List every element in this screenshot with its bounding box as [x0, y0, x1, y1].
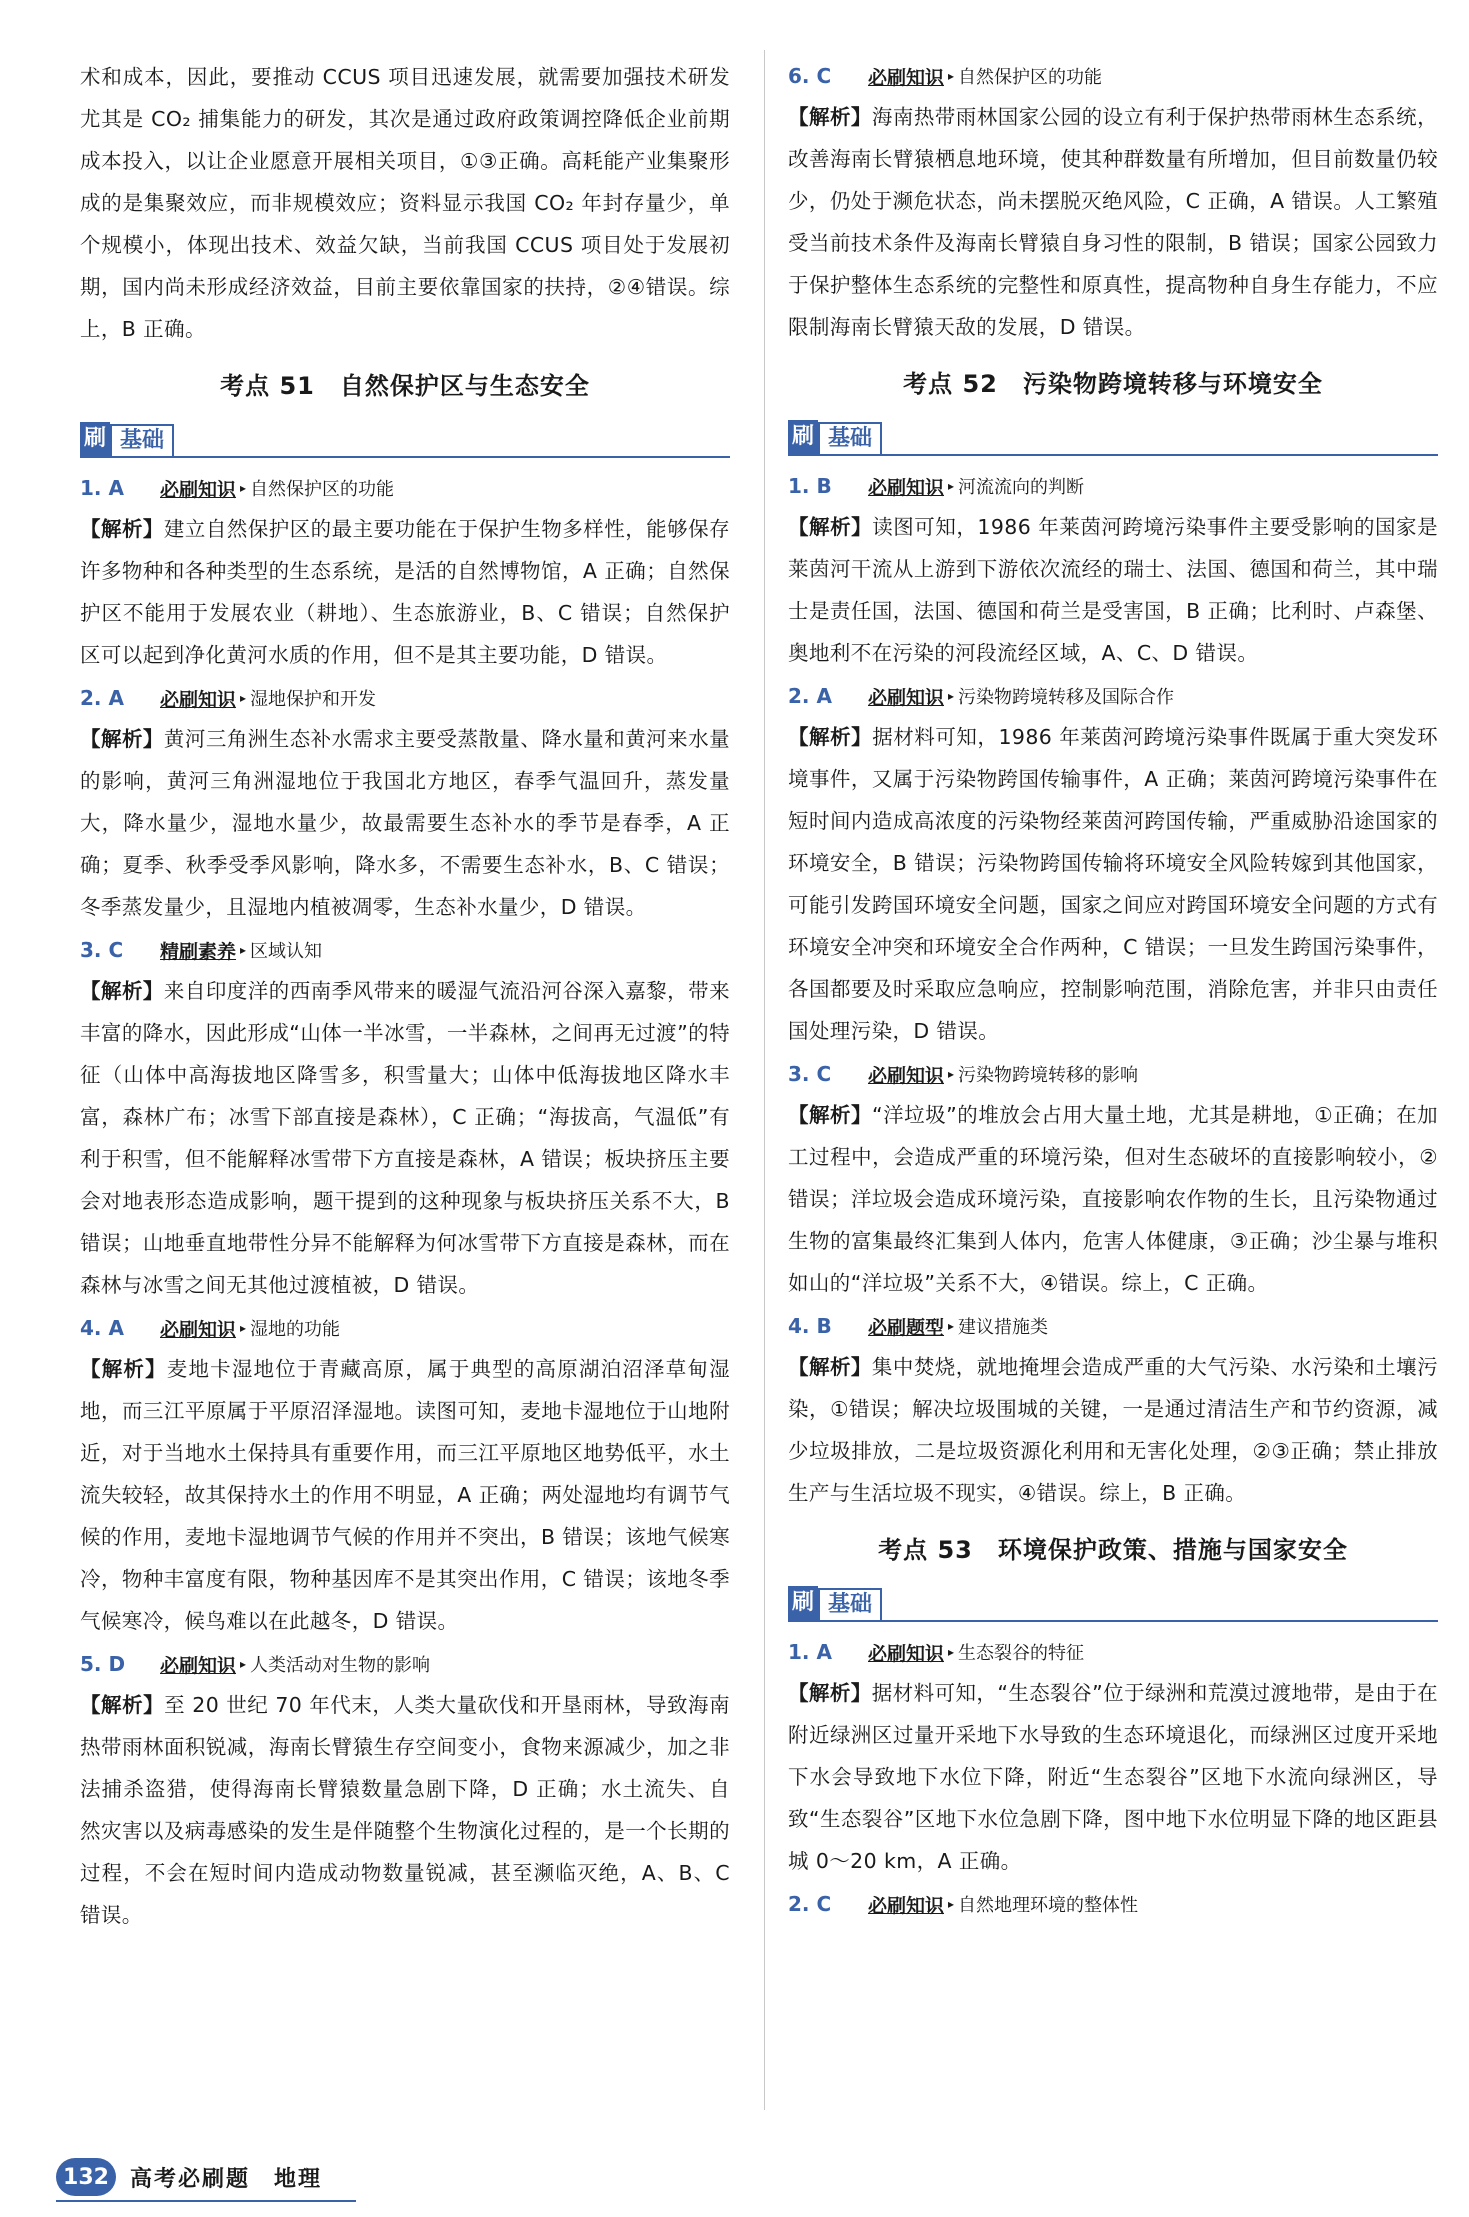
knowledge-topic: 污染物跨境转移及国际合作 — [958, 687, 1175, 708]
badge-brush: 刷 — [788, 1586, 818, 1620]
knowledge-label: 必刷知识 — [868, 1064, 945, 1087]
section-52-title: 考点 52 污染物跨境转移与环境安全 — [903, 370, 1323, 398]
question-52-4 — [788, 1306, 1438, 1514]
knowledge-label: 必刷知识 — [160, 1654, 237, 1677]
knowledge-label: 精刷素养 — [160, 940, 237, 963]
question-5 — [80, 1644, 730, 1936]
knowledge-topic: 区域认知 — [250, 941, 323, 962]
badge-brush: 刷 — [80, 422, 110, 456]
triangle-icon: ▸ — [240, 691, 247, 705]
column-divider — [764, 50, 765, 2110]
badge-brush: 刷 — [788, 420, 818, 454]
analysis-tag: 【解析】 — [80, 517, 164, 541]
knowledge-topic: 自然地理环境的整体性 — [958, 1895, 1139, 1916]
triangle-icon: ▸ — [948, 1897, 955, 1911]
knowledge-label: 必刷知识 — [868, 1894, 945, 1917]
knowledge-label: 必刷知识 — [868, 66, 945, 89]
analysis-tag: 【解析】 — [788, 105, 872, 129]
knowledge-topic: 人类活动对生物的影响 — [250, 1655, 431, 1676]
question-52-2 — [788, 676, 1438, 1052]
knowledge-label: 必刷知识 — [160, 1318, 237, 1341]
knowledge-topic: 自然保护区的功能 — [250, 479, 395, 500]
knowledge-label: 必刷知识 — [160, 688, 237, 711]
question-number: 2. A — [80, 686, 124, 710]
knowledge-topic: 湿地保护和开发 — [250, 689, 377, 710]
page-footer — [56, 2158, 322, 2196]
knowledge-label: 必刷题型 — [868, 1316, 945, 1339]
badge-basic: 基础 — [818, 1588, 882, 1620]
knowledge-label: 必刷知识 — [868, 476, 945, 499]
knowledge-label: 必刷知识 — [868, 686, 945, 709]
triangle-icon: ▸ — [240, 943, 247, 957]
triangle-icon: ▸ — [240, 481, 247, 495]
question-number: 2. A — [788, 684, 832, 708]
analysis-text: 黄河三角洲生态补水需求主要受蒸散量、降水量和黄河来水量的影响，黄河三角洲湿地位于我国北方地区，春季气温回升，蒸发量大，降水量少，湿地水量少，故最需要生态补水的季节是春季，A 正确；夏季、秋季受季风影响，降水多，不需要生态补水，B、C 错误；冬季蒸发量少，且湿地内植被凋零，生态补水量少，D 错误。 — [80, 727, 730, 919]
question-number: 4. A — [80, 1316, 124, 1340]
question-number: 4. B — [788, 1314, 832, 1338]
badge-basic: 基础 — [818, 422, 882, 454]
question-52-1 — [788, 466, 1438, 674]
triangle-icon: ▸ — [948, 689, 955, 703]
question-2 — [80, 678, 730, 928]
knowledge-topic: 河流流向的判断 — [958, 477, 1085, 498]
analysis-tag: 【解析】 — [788, 725, 873, 749]
analysis-text: 据材料可知，“生态裂谷”位于绿洲和荒漠过渡地带，是由于在附近绿洲区过量开采地下水导致的生态环境退化，而绿洲区过度开采地下水会导致地下水位下降，附近“生态裂谷”区地下水流向绿洲区，导致“生态裂谷”区地下水位急剧下降，图中地下水位明显下降的地区距县城 0～20 km，A 正确。 — [788, 1681, 1438, 1873]
analysis-text: 建立自然保护区的最主要功能在于保护生物多样性，能够保存许多物种和各种类型的生态系统，是活的自然博物馆，A 正确；自然保护区不能用于发展农业（耕地）、生态旅游业，B、C 错误；自然保护区可以起到净化黄河水质的作用，但不是其主要功能，D 错误。 — [80, 517, 730, 667]
knowledge-topic: 湿地的功能 — [250, 1319, 341, 1340]
question-number: 6. C — [788, 64, 832, 88]
question-number: 1. A — [788, 1640, 832, 1664]
question-4 — [80, 1308, 730, 1642]
analysis-tag: 【解析】 — [788, 515, 873, 539]
knowledge-topic: 建议措施类 — [958, 1317, 1049, 1338]
analysis-text: “洋垃圾”的堆放会占用大量土地，尤其是耕地，①正确；在加工过程中，会造成严重的环境污染，但对生态破坏的直接影响较小，②错误；洋垃圾会造成环境污染，直接影响农作物的生长，且污染物通过生物的富集最终汇集到人体内，危害人体健康，③正确；沙尘暴与堆积如山的“洋垃圾”关系不大，④错误。综上，C 正确。 — [788, 1103, 1438, 1295]
question-number: 1. A — [80, 476, 124, 500]
question-52-3 — [788, 1054, 1438, 1304]
question-1 — [80, 468, 730, 676]
analysis-text: 至 20 世纪 70 年代末，人类大量砍伐和开垦雨林，导致海南热带雨林面积锐减，海南长臂猿生存空间变小，食物来源减少，加之非法捕杀盗猎，使得海南长臂猿数量急剧下降，D 正确；水土流失、自然灾害以及病毒感染的发生是伴随整个生物演化过程的，是一个长期的过程，不会在短时间内造成动物数量锐减，甚至濒临灭绝，A、B、C 错误。 — [80, 1693, 730, 1927]
question-number: 3. C — [80, 938, 124, 962]
question-number: 3. C — [788, 1062, 832, 1086]
triangle-icon: ▸ — [240, 1657, 247, 1671]
question-number: 2. C — [788, 1892, 832, 1916]
analysis-tag: 【解析】 — [788, 1103, 872, 1127]
analysis-text: 集中焚烧，就地掩埋会造成严重的大气污染、水污染和土壤污染，①错误；解决垃圾围城的关键，一是通过清洁生产和节约资源，减少垃圾排放，二是垃圾资源化利用和无害化处理，②③正确；禁止排放生产与生活垃圾不现实，④错误。综上，B 正确。 — [788, 1355, 1438, 1505]
triangle-icon: ▸ — [948, 1319, 955, 1333]
footer-rule — [56, 2200, 356, 2202]
analysis-text: 来自印度洋的西南季风带来的暖湿气流沿河谷深入嘉黎，带来丰富的降水，因此形成“山体一半冰雪，一半森林，之间再无过渡”的特征（山体中高海拔地区降雪多，积雪量大；山体中低海拔地区降水丰富，森林广布；冰雪下部直接是森林），C 正确；“海拔高，气温低”有利于积雪，但不能解释冰雪带下方直接是森林，A 错误；板块挤压主要会对地表形态造成影响，题干提到的这种现象与板块挤压关系不大，B 错误；山地垂直地带性分异不能解释为何冰雪带下方直接是森林，而在森林与冰雪之间无其他过渡植被，D 错误。 — [80, 979, 730, 1297]
basic-badge — [788, 414, 1438, 456]
analysis-text: 海南热带雨林国家公园的设立有利于保护热带雨林生态系统，改善海南长臂猿栖息地环境，使其种群数量有所增加，但目前数量仍较少，仍处于濒危状态，尚未摆脱灭绝风险，C 正确，A 错误。人工繁殖受当前技术条件及海南长臂猿自身习性的限制，B 错误；国家公园致力于保护整体生态系统的完整性和原真性，提高物种自身生存能力，不应限制海南长臂猿天敌的发展，D 错误。 — [788, 105, 1438, 339]
question-6 — [788, 56, 1438, 348]
analysis-tag: 【解析】 — [788, 1681, 872, 1705]
analysis-tag: 【解析】 — [80, 727, 164, 751]
basic-badge — [788, 1580, 1438, 1622]
analysis-text: 麦地卡湿地位于青藏高原，属于典型的高原湖泊沼泽草甸湿地，而三江平原属于平原沼泽湿地。读图可知，麦地卡湿地位于山地附近，对于当地水土保持具有重要作用，而三江平原地区地势低平，水土流失较轻，故其保持水土的作用不明显，A 正确；两处湿地均有调节气候的作用，麦地卡湿地调节气候的作用并不突出，B 错误；该地气候寒冷，物种丰富度有限，物种基因库不是其突出作用，C 错误；该地冬季气候寒冷，候鸟难以在此越冬，D 错误。 — [80, 1357, 730, 1633]
question-53-2 — [788, 1884, 1438, 1924]
question-3 — [80, 930, 730, 1306]
page-number: 132 — [56, 2158, 116, 2196]
section-53-title: 考点 53 环境保护政策、措施与国家安全 — [878, 1536, 1348, 1564]
analysis-text: 读图可知，1986 年莱茵河跨境污染事件主要受影响的国家是莱茵河干流从上游到下游依次流经的瑞士、法国、德国和荷兰，其中瑞士是责任国，法国、德国和荷兰是受害国，B 正确；比利时、卢森堡、奥地利不在污染的河段流经区域，A、C、D 错误。 — [788, 515, 1438, 665]
triangle-icon: ▸ — [240, 1321, 247, 1335]
book-title: 高考必刷题 地理 — [130, 2166, 323, 2192]
triangle-icon: ▸ — [948, 479, 955, 493]
analysis-tag: 【解析】 — [788, 1355, 872, 1379]
basic-badge — [80, 416, 730, 458]
badge-basic: 基础 — [110, 424, 174, 456]
question-number: 5. D — [80, 1652, 126, 1676]
question-53-1 — [788, 1632, 1438, 1882]
question-number: 1. B — [788, 474, 832, 498]
left-column — [80, 56, 730, 1936]
analysis-tag: 【解析】 — [80, 1693, 165, 1717]
analysis-tag: 【解析】 — [80, 1357, 167, 1381]
knowledge-label: 必刷知识 — [868, 1642, 945, 1665]
triangle-icon: ▸ — [948, 1645, 955, 1659]
section-51-title: 考点 51 自然保护区与生态安全 — [220, 372, 590, 400]
knowledge-topic: 自然保护区的功能 — [958, 67, 1103, 88]
triangle-icon: ▸ — [948, 1067, 955, 1081]
triangle-icon: ▸ — [948, 69, 955, 83]
knowledge-topic: 生态裂谷的特征 — [958, 1643, 1085, 1664]
analysis-tag: 【解析】 — [80, 979, 164, 1003]
right-column — [788, 56, 1438, 1924]
intro-paragraph: 术和成本，因此，要推动 CCUS 项目迅速发展，就需要加强技术研发尤其是 CO₂ 捕集能力的研发，其次是通过政府政策调控降低企业前期成本投入，以让企业愿意开展相关项目，①③正确。高耗能产业集聚形成的是集聚效应，而非规模效应；资料显示我国 CO₂ 年封存量少，单个规模小，体现出技术、效益欠缺，当前我国 CCUS 项目处于发展初期，国内尚未形成经济效益，目前主要依靠国家的扶持，②④错误。综上，B 正确。 — [80, 65, 730, 341]
knowledge-topic: 污染物跨境转移的影响 — [958, 1065, 1139, 1086]
knowledge-label: 必刷知识 — [160, 478, 237, 501]
analysis-text: 据材料可知，1986 年莱茵河跨境污染事件既属于重大突发环境事件，又属于污染物跨国传输事件，A 正确；莱茵河跨境污染事件在短时间内造成高浓度的污染物经莱茵河跨国传输，严重威胁沿途国家的环境安全，B 错误；污染物跨国传输将环境安全风险转嫁到其他国家，可能引发跨国环境安全问题，国家之间应对跨国环境安全问题的方式有环境安全冲突和环境安全合作两种，C 错误；一旦发生跨国污染事件，各国都要及时采取应急响应，控制影响范围，消除危害，并非只由责任国处理污染，D 错误。 — [788, 725, 1438, 1043]
